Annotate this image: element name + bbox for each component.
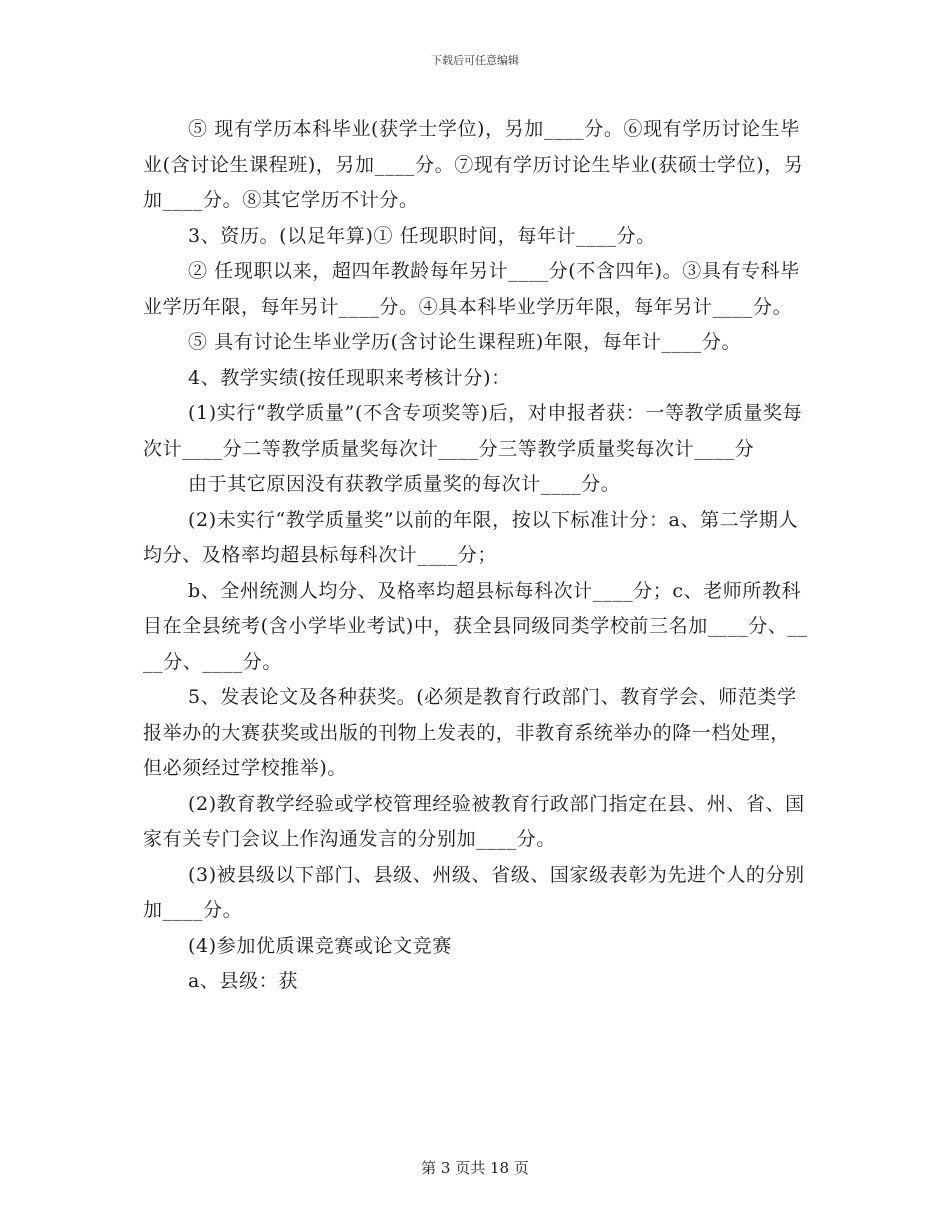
paragraph-papers-awards-heading: 5、发表论文及各种获奖。(必须是教育行政部门、教育学会、师范类学报举办的大赛获奖或出版的刊物上发表的，非教育系统举办的降一档处理，但必须经过学校推举)。 — [143, 686, 797, 779]
paragraph-before-quality-award: (2)未实行“教学质量奖”以前的年限，按以下标准计分：a、第二学期人均分、及格率均超县标每科次计____分； — [143, 508, 799, 566]
page-header: 下载后可任意编辑 — [431, 54, 519, 67]
paragraph-graduate-years: ⑤ 具有讨论生毕业学历(含讨论生课程班)年限，每年计____分。 — [188, 331, 742, 353]
paragraph-commendation: (3)被县级以下部门、县级、州级、省级、国家级表彰为先进个人的分别加____分。 — [143, 863, 805, 921]
paragraph-other-reasons: 由于其它原因没有获教学质量奖的每次计____分。 — [188, 473, 621, 495]
paragraph-education-bonus: ⑤ 现有学历本科毕业(获学士学位)，另加____分。⑥现有学历讨论生毕业(含讨论生课程班)，另加____分。⑦现有学历讨论生毕业(获硕士学位)，另加____分。⑧其它学历不计分。 — [143, 118, 804, 211]
page-footer: 第 3 页共 18 页 — [421, 1159, 529, 1177]
paragraph-teaching-results-heading: 4、教学实绩(按任现职来考核计分)： — [188, 366, 511, 389]
paragraph-experience-speech: (2)教育教学经验或学校管理经验被教育行政部门指定在县、州、省、国家有关专门会议上作沟通发言的分别加____分。 — [143, 792, 805, 850]
paragraph-seniority-heading: 3、资历。(以足年算)① 任现职时间，每年计____分。 — [188, 224, 656, 247]
paragraph-county-level: a、县级：获 — [188, 970, 298, 992]
paragraph-competition: (4)参加优质课竞赛或论文竞赛 — [188, 934, 452, 957]
paragraph-state-exam: b、全州统测人均分、及格率均超县标每科次计____分；c、老师所教科目在全县统考(含小学毕业考试)中，获全县同级同类学校前三名加____分、____分、____分。 — [143, 579, 808, 673]
document-body — [143, 112, 808, 1000]
paragraph-seniority-details: ② 任现职以来，超四年教龄每年另计____分(不含四年)。③具有专科毕业学历年限，每年另计____分。④具本科毕业学历年限，每年另计____分。 — [143, 260, 800, 318]
paragraph-quality-award: (1)实行“教学质量”(不含专项奖等)后，对申报者获：一等教学质量奖每次计____分二等教学质量奖每次计____分三等教学质量奖每次计____分 — [143, 402, 803, 460]
